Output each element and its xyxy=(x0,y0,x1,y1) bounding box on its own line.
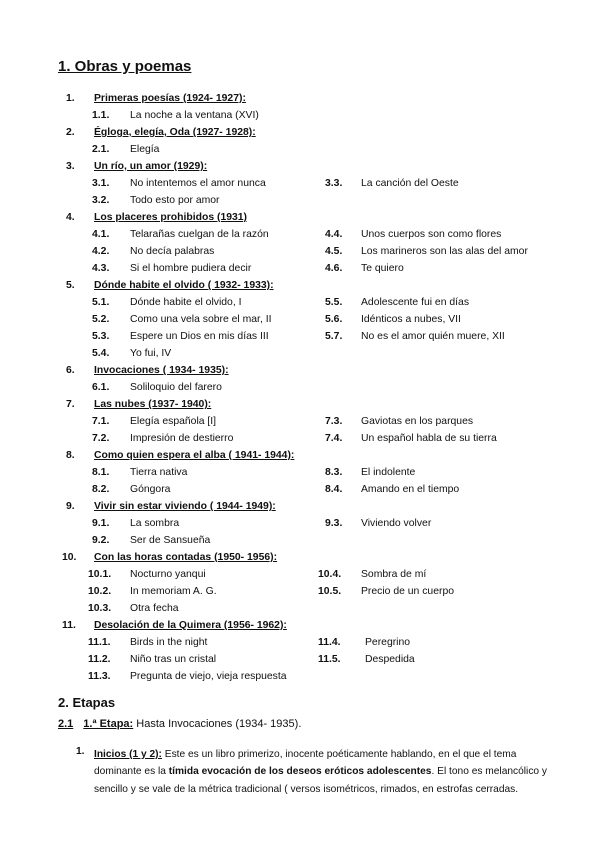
book-title: Vivir sin estar viviendo ( 1944- 1949): xyxy=(94,501,276,512)
poem-title: Como una vela sobre el mar, II xyxy=(130,314,272,325)
poem-title: Despedida xyxy=(365,654,415,665)
poem-row xyxy=(0,634,600,651)
poem-number: 4.2. xyxy=(92,246,110,257)
poem-number: 4.1. xyxy=(92,229,110,240)
poem-number: 8.2. xyxy=(92,484,110,495)
book-number: 1. xyxy=(66,93,75,104)
poem-title: Si el hombre pudiera decir xyxy=(130,263,252,274)
poem-number: 1.1. xyxy=(92,110,110,121)
poem-title: Soliloquio del farero xyxy=(130,382,222,393)
poem-number: 4.3. xyxy=(92,263,110,274)
poem-number: 5.6. xyxy=(325,314,343,325)
book-title: Con las horas contadas (1950- 1956): xyxy=(94,552,278,563)
poem-row xyxy=(0,464,600,481)
book-title: Primeras poesías (1924- 1927): xyxy=(94,93,246,104)
book-number: 3. xyxy=(66,161,75,172)
poem-number: 5.5. xyxy=(325,297,343,308)
poem-number: 11.2. xyxy=(88,654,111,665)
poem-number: 10.2. xyxy=(88,586,112,597)
poem-number: 8.4. xyxy=(325,484,343,495)
poem-title: No es el amor quién muere, XII xyxy=(361,331,505,342)
poem-row xyxy=(0,515,600,532)
book-title: Un río, un amor (1929): xyxy=(94,161,208,172)
poem-title: Los marineros son las alas del amor xyxy=(361,246,528,257)
poem-title: Unos cuerpos son como flores xyxy=(361,229,502,240)
book-title: Dónde habite el olvido ( 1932- 1933): xyxy=(94,280,274,291)
poem-row xyxy=(0,583,600,600)
book-heading xyxy=(0,209,600,226)
poem-number: 9.3. xyxy=(325,518,343,529)
poem-title: Yo fui, IV xyxy=(130,348,172,359)
poem-row xyxy=(0,328,600,345)
poem-number: 7.3. xyxy=(325,416,343,427)
poem-title: Niño tras un cristal xyxy=(130,654,217,665)
poem-number: 2.1. xyxy=(92,144,110,155)
stage-description: Hasta Invocaciones (1934- 1935). xyxy=(133,718,302,730)
poem-title: Elegía española [I] xyxy=(130,416,217,427)
poem-number: 11.1. xyxy=(88,637,111,648)
book-number: 11. xyxy=(62,620,76,631)
poem-title: No intentemos el amor nunca xyxy=(130,178,266,189)
book-heading xyxy=(0,549,600,566)
poem-title: Todo esto por amor xyxy=(130,195,220,206)
book-number: 2. xyxy=(66,127,75,138)
poem-row xyxy=(0,668,600,685)
poem-title: Viviendo volver xyxy=(361,518,432,529)
poem-row xyxy=(0,379,600,396)
poem-title: La sombra xyxy=(130,518,180,529)
poem-number: 8.1. xyxy=(92,467,110,478)
poem-number: 5.3. xyxy=(92,331,110,342)
poem-number: 10.1. xyxy=(88,569,112,580)
poem-number: 3.2. xyxy=(92,195,110,206)
book-title: Égloga, elegía, Oda (1927- 1928): xyxy=(94,127,256,138)
poem-row xyxy=(0,600,600,617)
poem-title: Pregunta de viejo, vieja respuesta xyxy=(130,671,287,682)
poem-number: 3.3. xyxy=(325,178,343,189)
book-title: Como quien espera el alba ( 1941- 1944): xyxy=(94,450,295,461)
poem-number: 7.4. xyxy=(325,433,343,444)
book-number: 9. xyxy=(66,501,75,512)
works-list xyxy=(0,90,600,685)
book-title: Las nubes (1937- 1940): xyxy=(94,399,212,410)
paragraph-text: Este es un libro primerizo, inocente poéticamente hablando, en el que el tema dominante es la xyxy=(94,749,517,778)
stage-number: 2.1 xyxy=(58,718,74,730)
intro-paragraph xyxy=(94,746,554,798)
poem-row xyxy=(0,345,600,362)
poem-title: Peregrino xyxy=(365,637,411,648)
book-number: 7. xyxy=(66,399,75,410)
poem-row xyxy=(0,192,600,209)
book-heading xyxy=(0,396,600,413)
poem-title: Góngora xyxy=(130,484,171,495)
book-heading xyxy=(0,447,600,464)
book-title: Los placeres prohibidos (1931) xyxy=(94,212,248,223)
book-number: 10. xyxy=(62,552,77,563)
poem-number: 4.4. xyxy=(325,229,343,240)
poem-number: 3.1. xyxy=(92,178,110,189)
poem-number: 5.7. xyxy=(325,331,343,342)
poem-title: La canción del Oeste xyxy=(361,178,459,189)
poem-number: 10.3. xyxy=(88,603,112,614)
poem-row xyxy=(0,651,600,668)
poem-row xyxy=(0,226,600,243)
poem-number: 5.1. xyxy=(92,297,110,308)
book-title: Desolación de la Quimera (1956- 1962): xyxy=(94,620,287,631)
poem-row xyxy=(0,566,600,583)
book-heading xyxy=(0,158,600,175)
paragraph-number: 1. xyxy=(76,746,85,757)
stage-label: 1.ª Etapa: xyxy=(83,718,134,730)
poem-title: Sombra de mí xyxy=(361,569,427,580)
poem-title: Otra fecha xyxy=(130,603,179,614)
book-number: 5. xyxy=(66,280,75,291)
book-number: 8. xyxy=(66,450,75,461)
poem-number: 9.1. xyxy=(92,518,110,529)
poem-title: Elegía xyxy=(130,144,160,155)
poem-title: In memoriam A. G. xyxy=(130,586,217,597)
stage-heading xyxy=(58,718,301,730)
poem-row xyxy=(0,311,600,328)
poem-title: Telarañas cuelgan de la razón xyxy=(130,229,269,240)
poem-number: 11.4. xyxy=(318,637,341,648)
poem-title: No decía palabras xyxy=(130,246,215,257)
poem-number: 6.1. xyxy=(92,382,110,393)
paragraph-emphasis: tímida evocación de los deseos eróticos adolescentes xyxy=(168,766,432,778)
poem-number: 11.3. xyxy=(88,671,111,682)
paragraph-text: . El tono es melancólico y sencillo y se vale de la métrica tradicional ( versos isométricos, rimados, en estrofas cerradas. xyxy=(94,766,547,795)
poem-number: 8.3. xyxy=(325,467,343,478)
poem-row xyxy=(0,294,600,311)
poem-title: Impresión de destierro xyxy=(130,433,234,444)
book-heading xyxy=(0,277,600,294)
poem-row xyxy=(0,532,600,549)
poem-title: Un español habla de su tierra xyxy=(361,433,497,444)
poem-number: 5.4. xyxy=(92,348,110,359)
poem-number: 10.4. xyxy=(318,569,342,580)
poem-title: Amando en el tiempo xyxy=(361,484,460,495)
poem-row xyxy=(0,175,600,192)
poem-title: Idénticos a nubes, VII xyxy=(361,314,461,325)
poem-title: El indolente xyxy=(361,467,416,478)
poem-row xyxy=(0,243,600,260)
poem-title: Dónde habite el olvido, I xyxy=(130,297,242,308)
poem-row xyxy=(0,107,600,124)
poem-number: 4.5. xyxy=(325,246,343,257)
poem-number: 10.5. xyxy=(318,586,342,597)
poem-title: Te quiero xyxy=(361,263,404,274)
poem-title: Tierra nativa xyxy=(130,467,188,478)
book-heading xyxy=(0,362,600,379)
poem-title: La noche a la ventana (XVI) xyxy=(130,110,259,121)
poem-title: Precio de un cuerpo xyxy=(361,586,454,597)
book-number: 6. xyxy=(66,365,75,376)
poem-number: 4.6. xyxy=(325,263,343,274)
poem-number: 5.2. xyxy=(92,314,110,325)
poem-title: Adolescente fui en días xyxy=(361,297,470,308)
poem-number: 9.2. xyxy=(92,535,110,546)
book-heading xyxy=(0,498,600,515)
poem-title: Birds in the night xyxy=(130,637,208,648)
poem-title: Ser de Sansueña xyxy=(130,535,211,546)
poem-title: Espere un Dios en mis días III xyxy=(130,331,269,342)
poem-number: 7.2. xyxy=(92,433,110,444)
book-heading xyxy=(0,617,600,634)
poem-title: Nocturno yanqui xyxy=(130,569,206,580)
book-heading xyxy=(0,90,600,107)
section-title-etapas: 2. Etapas xyxy=(58,695,116,710)
poem-row xyxy=(0,430,600,447)
poem-row xyxy=(0,260,600,277)
book-number: 4. xyxy=(66,212,75,223)
poem-row xyxy=(0,141,600,158)
book-heading xyxy=(0,124,600,141)
poem-row xyxy=(0,413,600,430)
poem-number: 11.5. xyxy=(318,654,341,665)
paragraph-label: Inicios (1 y 2): xyxy=(94,749,162,760)
book-title: Invocaciones ( 1934- 1935): xyxy=(94,365,229,376)
poem-title: Gaviotas en los parques xyxy=(361,416,474,427)
poem-number: 7.1. xyxy=(92,416,110,427)
poem-row xyxy=(0,481,600,498)
section-title-obras: 1. Obras y poemas xyxy=(58,58,192,75)
